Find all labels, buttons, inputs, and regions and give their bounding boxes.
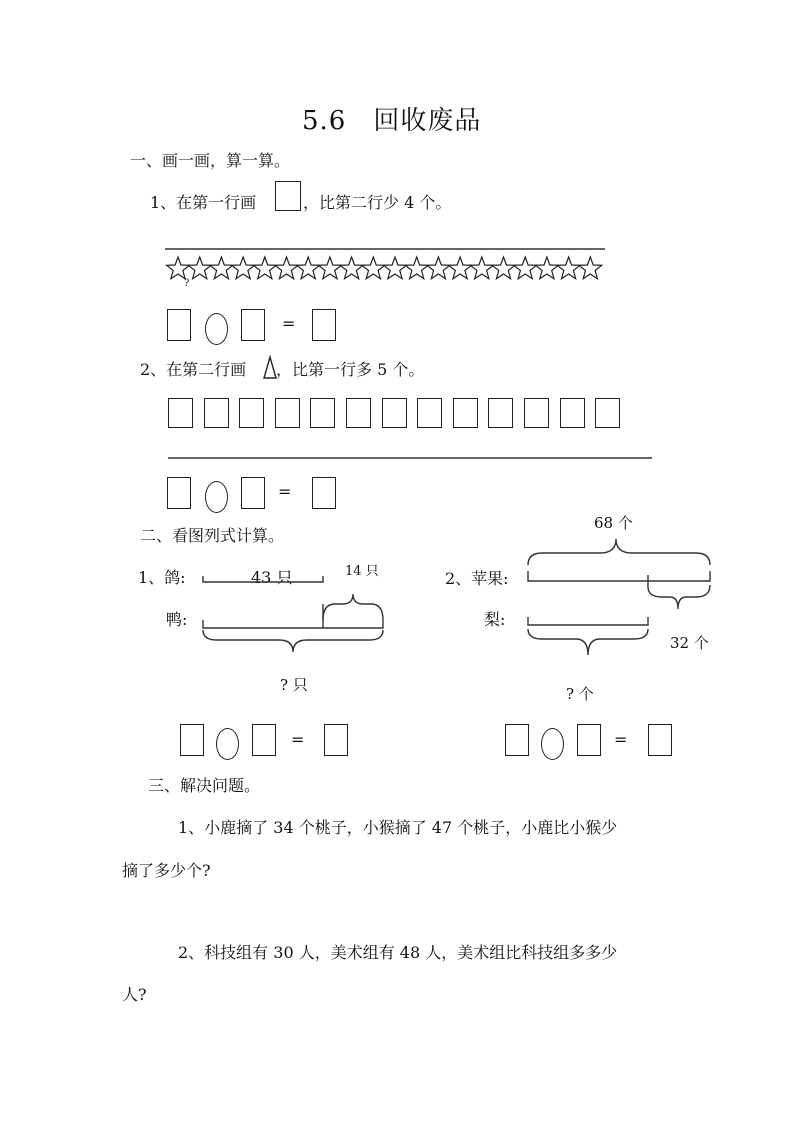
p1-equals-sign: = [291,730,305,749]
p1-answer-box-3[interactable] [324,724,348,756]
p1-label-duck: 鸭: [166,610,188,629]
square-icon [524,398,549,428]
q2-operator-oval[interactable] [205,481,228,513]
square-icon [453,398,478,428]
square-icon [239,398,264,428]
star-icon [492,257,515,279]
s3-q2-line1: 2、科技组有 30 人，美术组有 48 人，美术组比科技组多多少 [178,943,618,962]
square-icon [310,398,335,428]
square-icon [168,398,193,428]
star-icon [188,257,211,279]
star-icon [253,257,276,279]
star-icon [275,257,298,279]
p1-question: ? 只 [280,676,308,694]
star-icon [470,257,493,279]
p2-question: ? 个 [566,685,594,703]
q2-answer-box-2[interactable] [241,477,265,509]
square-icon [382,398,407,428]
square-icon [560,398,585,428]
star-icon [319,257,342,279]
page-title: 5.6 回收废品 [302,106,482,136]
star-row [165,245,610,290]
square-icon [204,398,229,428]
q2-answer-box-3[interactable] [312,477,336,509]
s3-q1-line2: 摘了多少个? [122,861,211,880]
star-icon [557,257,580,279]
p2-total-label: 68 个 [594,514,633,532]
star-icon [210,257,233,279]
p1-diagram [195,560,395,665]
p2-label-apple: 2、苹果: [445,569,509,588]
square-icon [488,398,513,428]
star-icon [536,257,559,279]
star-icon [362,257,385,279]
square-icon [346,398,371,428]
star-icon [297,257,320,279]
q1-equals-sign: = [282,314,296,333]
square-icon [275,398,300,428]
s3-q1-line1: 1、小鹿摘了 34 个桃子，小猴摘了 47 个桃子，小鹿比小猴少 [178,818,618,837]
p2-answer-box-2[interactable] [577,724,601,756]
p2-answer-box-3[interactable] [648,724,672,756]
q1-answer-box-1[interactable] [167,309,191,341]
q1-text-after: ，比第二行少 4 个。 [303,193,452,212]
star-icon [232,257,255,279]
section1-heading: 一、画一画，算一算。 [130,151,291,170]
section2-heading: 二、看图列式计算。 [140,526,285,545]
star-icon [167,257,190,279]
p2-diff-label: 32 个 [670,634,709,652]
p1-label-pigeon: 1、鸽: [138,568,186,587]
p2-equals-sign: = [614,730,628,749]
q1-answer-box-3[interactable] [312,309,336,341]
square-icon [417,398,442,428]
p2-diagram [520,535,720,660]
p1-answer-box-2[interactable] [252,724,276,756]
q2-answer-box-1[interactable] [167,477,191,509]
p1-diff-label: 14 只 [345,564,379,579]
q1-answer-box-2[interactable] [241,309,265,341]
stars-group [167,257,602,279]
p1-operator-oval[interactable] [216,728,239,760]
q2-divider-line [168,456,653,460]
star-icon [384,257,407,279]
p2-answer-box-1[interactable] [505,724,529,756]
star-icon [405,257,428,279]
p2-operator-oval[interactable] [541,728,564,760]
p1-answer-box-1[interactable] [180,724,204,756]
star-row-mark: ? [184,278,190,289]
q1-square-icon [275,181,301,211]
star-icon [427,257,450,279]
star-icon [449,257,472,279]
q1-text-before: 1、在第一行画 [150,193,257,212]
star-icon [340,257,363,279]
star-icon [579,257,602,279]
square-icon [595,398,620,428]
q1-operator-oval[interactable] [205,313,228,345]
star-icon [514,257,537,279]
q2-equals-sign: = [278,482,292,501]
q2-text-before: 2、在第二行画 [140,360,247,379]
section3-heading: 三、解决问题。 [148,776,261,795]
p1-value-pigeon: 43 只 [251,568,293,587]
p2-label-pear: 梨: [484,610,506,629]
s3-q2-line2: 人? [122,985,147,1004]
q2-text-after: ，比第一行多 5 个。 [276,360,425,379]
